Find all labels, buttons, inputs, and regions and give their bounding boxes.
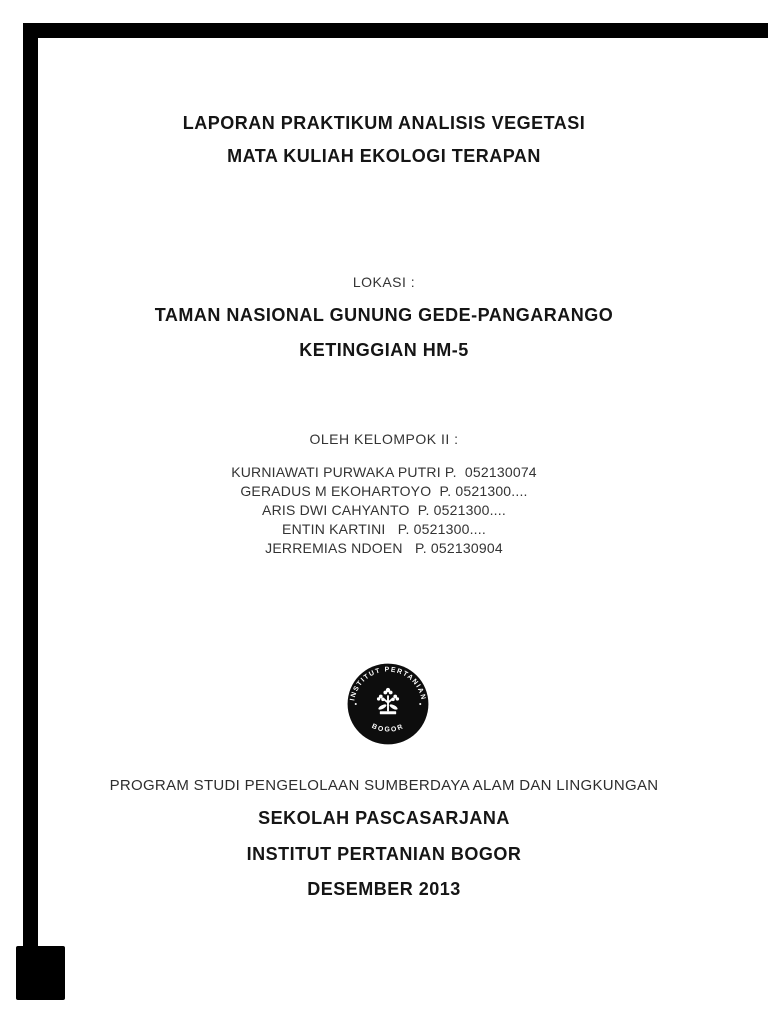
member-item: GERADUS M EKOHARTOYO P. 0521300....	[240, 483, 528, 499]
member-list	[0, 463, 768, 558]
report-title-line2: MATA KULIAH EKOLOGI TERAPAN	[227, 146, 541, 166]
member-item: KURNIAWATI PURWAKA PUTRI P. 052130074	[231, 464, 537, 480]
school-line: SEKOLAH PASCASARJANA	[258, 808, 510, 828]
report-title-line1: LAPORAN PRAKTIKUM ANALISIS VEGETASI	[182, 113, 586, 133]
member-item: ENTIN KARTINI P. 0521300....	[282, 521, 486, 537]
seal-ring-text-bottom: BOGOR	[370, 722, 406, 734]
location-name: TAMAN NASIONAL GUNUNG GEDE-PANGARANGO	[154, 305, 614, 325]
member-item: JERREMIAS NDOEN P. 052130904	[265, 540, 503, 556]
scan-artifact-top-bar	[25, 23, 768, 38]
ipb-seal-logo	[345, 661, 431, 747]
location-label: LOKASI :	[352, 274, 416, 290]
seal-dot-right	[419, 703, 421, 705]
scan-artifact-corner-blob	[16, 946, 65, 1000]
institute-line: INSTITUT PERTANIAN BOGOR	[246, 844, 522, 864]
seal-ring-text-top: INSTITUT PERTANIAN	[349, 666, 427, 702]
ipb-seal-svg	[345, 661, 431, 747]
date-line: DESEMBER 2013	[307, 879, 461, 899]
group-heading: OLEH KELOMPOK II :	[309, 431, 459, 447]
location-altitude: KETINGGIAN HM-5	[299, 340, 469, 360]
seal-dot-left	[355, 703, 357, 705]
program-line: PROGRAM STUDI PENGELOLAAN SUMBERDAYA ALAM DAN LINGKUNGAN	[109, 777, 659, 794]
member-item: ARIS DWI CAHYANTO P. 0521300....	[262, 502, 506, 518]
